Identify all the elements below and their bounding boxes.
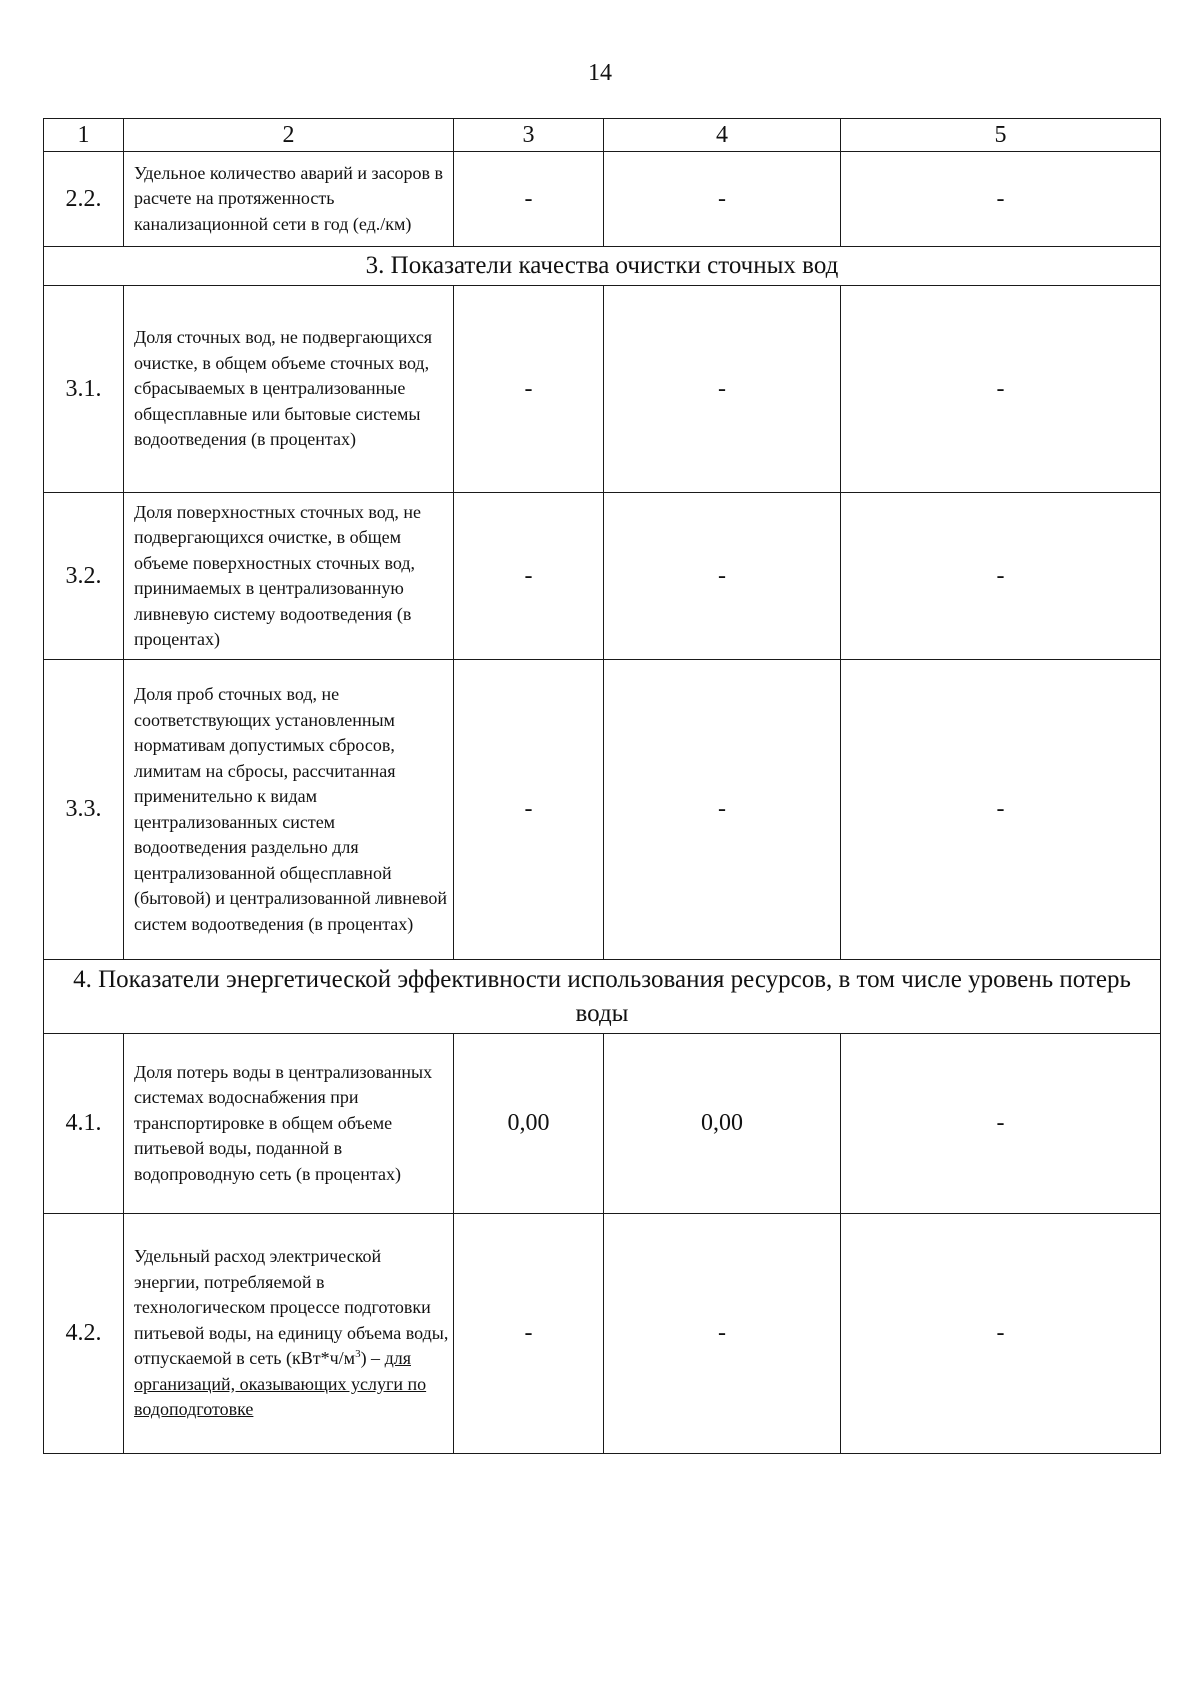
- row-description-main: Удельный расход электрической энергии, потребляемой в технологическом процессе подготовки питьевой воды, на единицу объема воды, отпускаемой в сеть (кВт*ч/м: [134, 1246, 449, 1369]
- column-header-4: 4: [604, 119, 841, 152]
- value-col-4: -: [604, 286, 841, 493]
- table-header-row: [44, 119, 1161, 152]
- row-number: 3.1.: [44, 286, 124, 493]
- column-header-5: 5: [841, 119, 1161, 152]
- value-col-3: -: [454, 152, 604, 247]
- value-col-5: -: [841, 493, 1161, 660]
- table-row-3-1: [44, 286, 1161, 493]
- section-title-3: 3. Показатели качества очистки сточных вод: [44, 247, 1161, 286]
- table-row-3-3: [44, 660, 1161, 960]
- indicators-table: [43, 118, 1161, 1454]
- page-number: 14: [588, 60, 612, 86]
- row-description: Доля поверхностных сточных вод, не подвергающихся очистке, в общем объеме поверхностных сточных вод, принимаемых в централизованную ливневую систему водоотведения (в процентах): [124, 493, 454, 660]
- value-col-5: -: [841, 152, 1161, 247]
- value-col-4: -: [604, 660, 841, 960]
- row-number: 4.1.: [44, 1034, 124, 1214]
- table-row-4-1: [44, 1034, 1161, 1214]
- value-col-4: 0,00: [604, 1034, 841, 1214]
- table-row-2-2: [44, 152, 1161, 247]
- row-description: Доля сточных вод, не подвергающихся очистке, в общем объеме сточных вод, сбрасываемых в централизованные общесплавные или бытовые системы водоотведения (в процентах): [124, 286, 454, 493]
- row-description: Доля проб сточных вод, не соответствующих установленным нормативам допустимых сбросов, лимитам на сбросы, рассчитанная применительно к видам централизованных систем водоотведения раздельно для централизованной общесплавной (бытовой) и централизованной ливневой систем водоотведения (в процентах): [124, 660, 454, 960]
- value-col-5: -: [841, 660, 1161, 960]
- row-description-after: ) –: [360, 1348, 381, 1369]
- table-row-3-2: [44, 493, 1161, 660]
- row-description: Удельное количество аварий и засоров в расчете на протяженность канализационной сети в год (ед./км): [124, 152, 454, 247]
- table-row-4-2: [44, 1214, 1161, 1454]
- row-number: 4.2.: [44, 1214, 124, 1454]
- row-number: 3.2.: [44, 493, 124, 660]
- row-description: Доля потерь воды в централизованных системах водоснабжения при транспортировке в общем объеме питьевой воды, поданной в водопроводную сеть (в процентах): [124, 1034, 454, 1214]
- value-col-4: -: [604, 1214, 841, 1454]
- value-col-3: -: [454, 660, 604, 960]
- value-col-5: -: [841, 1214, 1161, 1454]
- cubic-superscript: 3: [355, 1348, 361, 1361]
- value-col-3: -: [454, 286, 604, 493]
- value-col-3: -: [454, 493, 604, 660]
- row-number: 2.2.: [44, 152, 124, 247]
- row-number: 3.3.: [44, 660, 124, 960]
- column-header-2: 2: [124, 119, 454, 152]
- value-col-4: -: [604, 493, 841, 660]
- value-col-5: -: [841, 286, 1161, 493]
- section-title-4: 4. Показатели энергетической эффективности использования ресурсов, в том числе уровень потерь воды: [44, 960, 1161, 1034]
- row-description-underlined: для организаций, оказывающих услуги по водоподготовке: [134, 1348, 427, 1420]
- row-description: [124, 1214, 454, 1454]
- value-col-3: 0,00: [454, 1034, 604, 1214]
- section-row-4: [44, 960, 1161, 1034]
- section-row-3: [44, 247, 1161, 286]
- value-col-3: -: [454, 1214, 604, 1454]
- column-header-3: 3: [454, 119, 604, 152]
- value-col-4: -: [604, 152, 841, 247]
- column-header-1: 1: [44, 119, 124, 152]
- value-col-5: -: [841, 1034, 1161, 1214]
